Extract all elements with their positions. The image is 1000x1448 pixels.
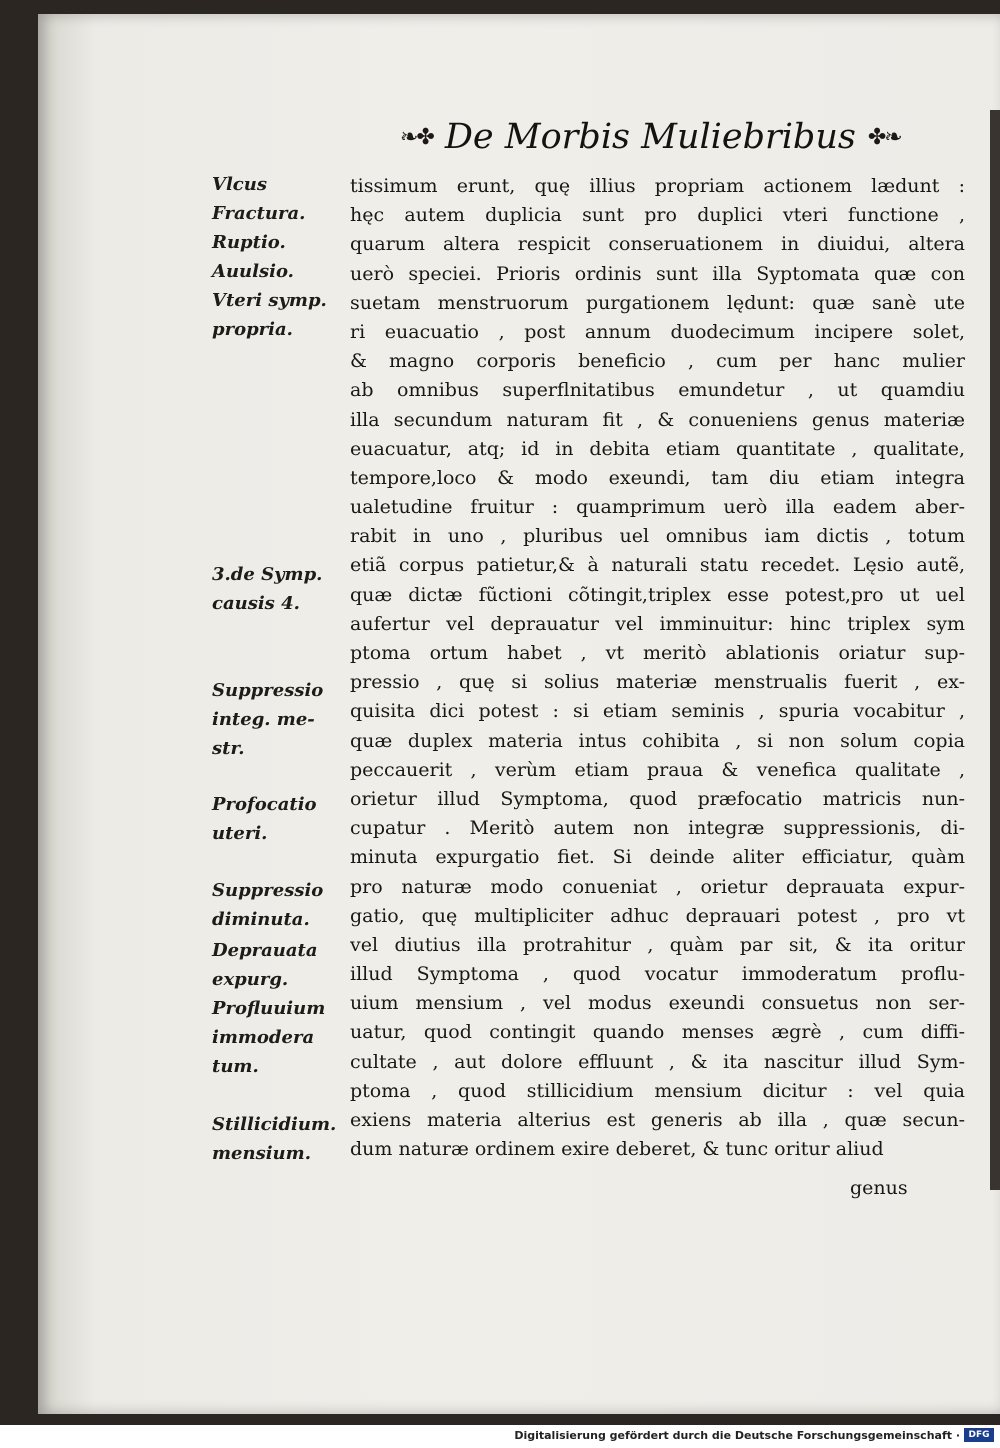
- text-line: tissimum erunt, quę illius propriam actionem lædunt :: [350, 175, 965, 197]
- text-line: gatio, quę multipliciter adhuc deprauari potest , pro vt: [350, 904, 965, 927]
- page-edge-shadow: [990, 110, 1000, 1190]
- margin-note-line: Stillicidium.: [212, 1114, 337, 1135]
- ornament-right-icon: ✤❧: [867, 124, 901, 150]
- margin-note-line: Fractura.: [212, 203, 306, 224]
- margin-note-line: Profluuium: [212, 998, 326, 1019]
- text-line: tempore,loco & modo exeundi, tam diu etiam integra: [350, 466, 965, 489]
- text-line: minuta expurgatio fiet. Si deinde aliter efficiatur, quàm: [350, 846, 965, 869]
- margin-note-line: Vlcus: [212, 174, 267, 195]
- margin-note-line: integ. me-: [212, 709, 315, 730]
- margin-note-line: diminuta.: [212, 909, 310, 930]
- digitization-credit: Digitalisierung gefördert durch die Deutsche Forschungsgemeinschaft ·: [514, 1429, 960, 1442]
- text-line: illa secundum naturam fit , & conueniens genus materiæ: [350, 408, 965, 431]
- text-line: quisita dici potest : si etiam seminis , spuria vocabitur ,: [350, 700, 965, 723]
- text-line: ptoma , quod stillicidium mensium dicitur : vel quia: [350, 1079, 965, 1102]
- margin-note-ulcus: [212, 170, 347, 344]
- text-line: uatur, quod contingit quando menses ægrè , cum diffi-: [350, 1021, 965, 1044]
- text-line: illud Symptoma , quod vocatur immoderatum proflu-: [350, 963, 965, 986]
- text-line: suetam menstruorum purgationem lędunt: quæ sanè ute: [350, 291, 965, 314]
- margin-note-deprauata: [212, 936, 347, 994]
- text-line: euacuatur, atq; id in debita etiam quantitate , qualitate,: [350, 437, 965, 460]
- ornament-left-icon: ❧✤: [400, 124, 433, 150]
- margin-note-de-symp: [212, 560, 347, 618]
- text-line: etiã corpus patietur,& à naturali statu recedet. Lęsio autẽ,: [350, 554, 965, 577]
- margin-note-profluuium: [212, 994, 347, 1081]
- text-line: cultate , aut dolore effluunt , & ita nascitur illud Sym-: [350, 1050, 965, 1073]
- text-line: uium mensium , vel modus exeundi consuetus non ser-: [350, 992, 965, 1015]
- margin-note-line: expurg.: [212, 969, 289, 990]
- margin-note-line: Suppressio: [212, 880, 324, 901]
- text-line: ualetudine fruitur : quamprimum uerò illa eadem aber-: [350, 496, 965, 519]
- text-line: pro naturæ modo conueniat , orietur deprauata expur-: [350, 875, 965, 898]
- body-text: [350, 172, 965, 1164]
- text-line: quæ duplex materia intus cohibita , si non solum copia: [350, 729, 965, 752]
- text-line: quæ dictæ fũctioni cõtingit,triplex esse potest,pro ut uel: [350, 583, 965, 606]
- text-line: uerò speciei. Prioris ordinis sunt illa Syptomata quæ con: [350, 262, 965, 285]
- text-line: cupatur . Meritò autem non integræ suppressionis, di-: [350, 817, 965, 840]
- margin-note-line: tum.: [212, 1056, 259, 1077]
- margin-note-line: Profocatio: [212, 794, 317, 815]
- text-line: rabit in uno , pluribus uel omnibus iam dictis , totum: [350, 525, 965, 548]
- margin-note-line: propria.: [212, 319, 293, 340]
- text-line: quarum altera respicit conseruationem in diuidui, altera: [350, 233, 965, 256]
- text-line: ptoma ortum habet , vt meritò ablationis oriatur sup-: [350, 642, 965, 664]
- running-title: De Morbis Muliebribus: [444, 117, 856, 157]
- text-line: pressio , quę si solius materiæ menstrualis fuerit , ex-: [350, 671, 965, 694]
- text-line: aufertur vel deprauatur vel imminuitur: hinc triplex sym: [350, 612, 965, 635]
- text-line: orietur illud Symptoma, quod præfocatio matricis nun-: [350, 787, 965, 810]
- margin-note-line: Auulsio.: [212, 261, 294, 282]
- text-line: hęc autem duplicia sunt pro duplici vteri functione ,: [350, 204, 965, 227]
- catchword: genus: [850, 1177, 908, 1199]
- margin-note-line: Suppressio: [212, 680, 324, 701]
- margin-note-profocatio: [212, 790, 347, 848]
- margin-note-line: Vteri symp.: [212, 290, 327, 311]
- margin-note-line: Deprauata: [212, 940, 318, 961]
- margin-note-line: mensium.: [212, 1143, 311, 1164]
- text-line: & magno corporis beneficio , cum per hanc mulier: [350, 350, 965, 373]
- text-line: ri euacuatio , post annum duodecimum incipere solet,: [350, 320, 965, 343]
- margin-note-line: immodera: [212, 1027, 315, 1048]
- text-line: exiens materia alterius est generis ab illa , quæ secun-: [350, 1109, 965, 1131]
- margin-note-line: 3.de Symp.: [212, 564, 323, 585]
- margin-note-line: causis 4.: [212, 593, 300, 614]
- text-line: vel diutius illa protrahitur , quàm par sit, & ita oritur: [350, 933, 965, 956]
- margin-note-suppressio-integ: [212, 676, 347, 763]
- dfg-logo: DFG: [964, 1428, 994, 1442]
- text-line: dum naturæ ordinem exire deberet, & tunc oritur aliud: [350, 1138, 884, 1161]
- running-header: [400, 112, 900, 162]
- text-line: peccauerit , verùm etiam praua & venefica qualitate ,: [350, 758, 965, 781]
- margin-note-stillicidium: [212, 1110, 347, 1168]
- margin-note-suppressio-diminuta: [212, 876, 347, 934]
- margin-note-line: uteri.: [212, 823, 268, 844]
- text-line: ab omnibus superflnitatibus emundetur , ut quamdiu: [350, 379, 965, 402]
- margin-note-line: str.: [212, 738, 245, 759]
- margin-note-line: Ruptio.: [212, 232, 286, 253]
